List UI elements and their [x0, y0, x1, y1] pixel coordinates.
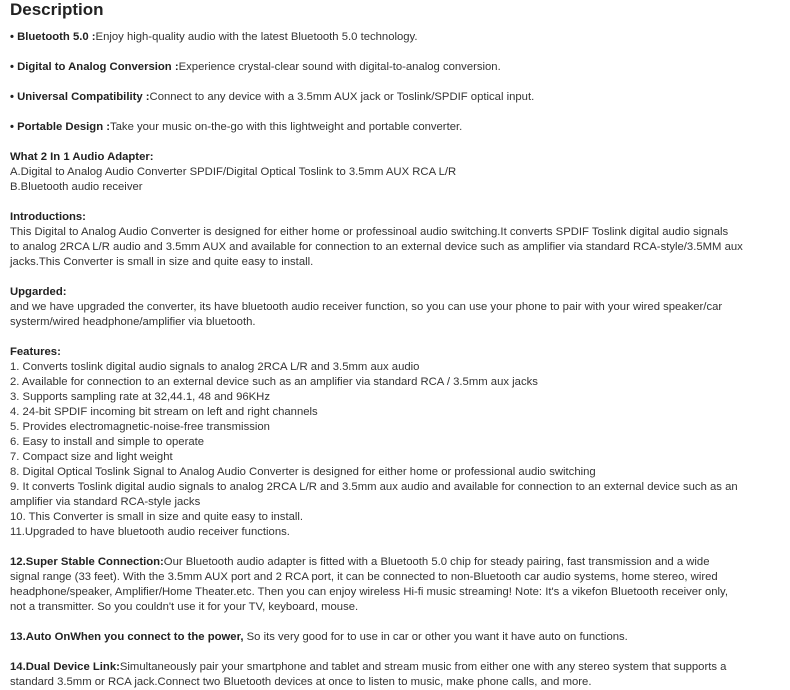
feature-item: 6. Easy to install and simple to operate	[10, 436, 205, 448]
intro-line: to analog 2RCA L/R audio and 3.5mm AUX and available for connection to an external device such as amplifier via standard RCA-style/3.5MM aux	[10, 241, 743, 253]
bullet-text: Connect to any device with a 3.5mm AUX jack or Toslink/SPDIF optical input.	[149, 91, 535, 103]
dual-link-line: standard 3.5mm or RCA jack.Connect two Bluetooth devices at once to listen to music, make phone calls, and more.	[10, 676, 592, 688]
feature-item: amplifier via standard RCA-style jacks	[10, 496, 201, 508]
bullet-text: Enjoy high-quality audio with the latest Bluetooth 5.0 technology.	[95, 31, 418, 43]
intro-heading: Introductions:	[10, 211, 86, 223]
dual-link-text: Simultaneously pair your smartphone and tablet and stream music from either one with any stereo system that supports a	[119, 661, 727, 673]
stable-connection-label: 12.Super Stable Connection:	[10, 556, 164, 568]
stable-connection-line: not a transmitter. So you couldn't use it for your TV, keyboard, mouse.	[10, 601, 359, 613]
feature-item: 3. Supports sampling rate at 32,44.1, 48 and 96KHz	[10, 391, 270, 403]
auto-on-label: 13.Auto OnWhen you connect to the power,	[10, 631, 244, 643]
what-line: B.Bluetooth audio receiver	[10, 181, 143, 193]
stable-connection-text: Our Bluetooth audio adapter is fitted with a Bluetooth 5.0 chip for steady pairing, fast transmission and a wide	[163, 556, 710, 568]
feature-item: 2. Available for connection to an external device such as an amplifier via standard RCA / 3.5mm aux jacks	[10, 376, 538, 388]
feature-item: 10. This Converter is small in size and quite easy to install.	[10, 511, 304, 523]
upgarded-heading: Upgarded:	[10, 286, 67, 298]
upgarded-line: and we have upgraded the converter, its have bluetooth audio receiver function, so you can use your phone to pair with your wired speaker/car	[10, 301, 723, 313]
feature-item: 7. Compact size and light weight	[10, 451, 173, 463]
upgarded-line: systerm/wired headphone/amplifier via bluetooth.	[10, 316, 256, 328]
feature-item: 11.Upgraded to have bluetooth audio receiver functions.	[10, 526, 290, 538]
feature-item: 1. Converts toslink digital audio signals to analog 2RCA L/R and 3.5mm aux audio	[10, 361, 420, 373]
page-title: Description	[10, 0, 104, 19]
bullet-label: • Bluetooth 5.0 :	[10, 31, 96, 43]
bullet-label: • Digital to Analog Conversion :	[10, 61, 179, 73]
dual-link-line	[10, 660, 780, 675]
feature-item: 4. 24-bit SPDIF incoming bit stream on left and right channels	[10, 406, 318, 418]
intro-line: This Digital to Analog Audio Converter is designed for either home or professinoal audio switching.It converts SPDIF Toslink digital audio signals	[10, 226, 729, 238]
auto-on-line	[10, 630, 780, 645]
bullet-bluetooth	[10, 30, 780, 45]
features-heading: Features:	[10, 346, 61, 358]
feature-item: 8. Digital Optical Toslink Signal to Analog Audio Converter is designed for either home or professional audio switching	[10, 466, 596, 478]
what-line: A.Digital to Analog Audio Converter SPDIF/Digital Optical Toslink to 3.5mm AUX RCA L/R	[10, 166, 457, 178]
bullet-label: • Portable Design :	[10, 121, 110, 133]
intro-line: jacks.This Converter is small in size and quite easy to install.	[10, 256, 314, 268]
dual-link-label: 14.Dual Device Link:	[10, 661, 120, 673]
feature-item: 5. Provides electromagnetic-noise-free transmission	[10, 421, 270, 433]
bullet-portable	[10, 120, 780, 135]
feature-item: 9. It converts Toslink digital audio signals to analog 2RCA L/R and 3.5mm aux audio and available for connection to an external device such as an	[10, 481, 738, 493]
stable-connection-line	[10, 555, 780, 570]
bullet-compatibility	[10, 90, 780, 105]
bullet-dac	[10, 60, 780, 75]
bullet-text: Take your music on-the-go with this lightweight and portable converter.	[110, 121, 463, 133]
auto-on-text: So its very good for to use in car or other you want it have auto on functions.	[243, 631, 628, 643]
bullet-text: Experience crystal-clear sound with digital-to-analog conversion.	[178, 61, 501, 73]
stable-connection-line: headphone/speaker, Amplifier/Home Theater.etc. Then you can enjoy wireless Hi-fi music streaming! Note: It's a vikefon Bluetooth receiver only,	[10, 586, 728, 598]
stable-connection-line: signal range (33 feet). With the 3.5mm AUX port and 2 RCA port, it can be connected to non-Bluetooth car audio systems, home stereo, wired	[10, 571, 718, 583]
bullet-label: • Universal Compatibility :	[10, 91, 150, 103]
what-heading: What 2 In 1 Audio Adapter:	[10, 151, 154, 163]
